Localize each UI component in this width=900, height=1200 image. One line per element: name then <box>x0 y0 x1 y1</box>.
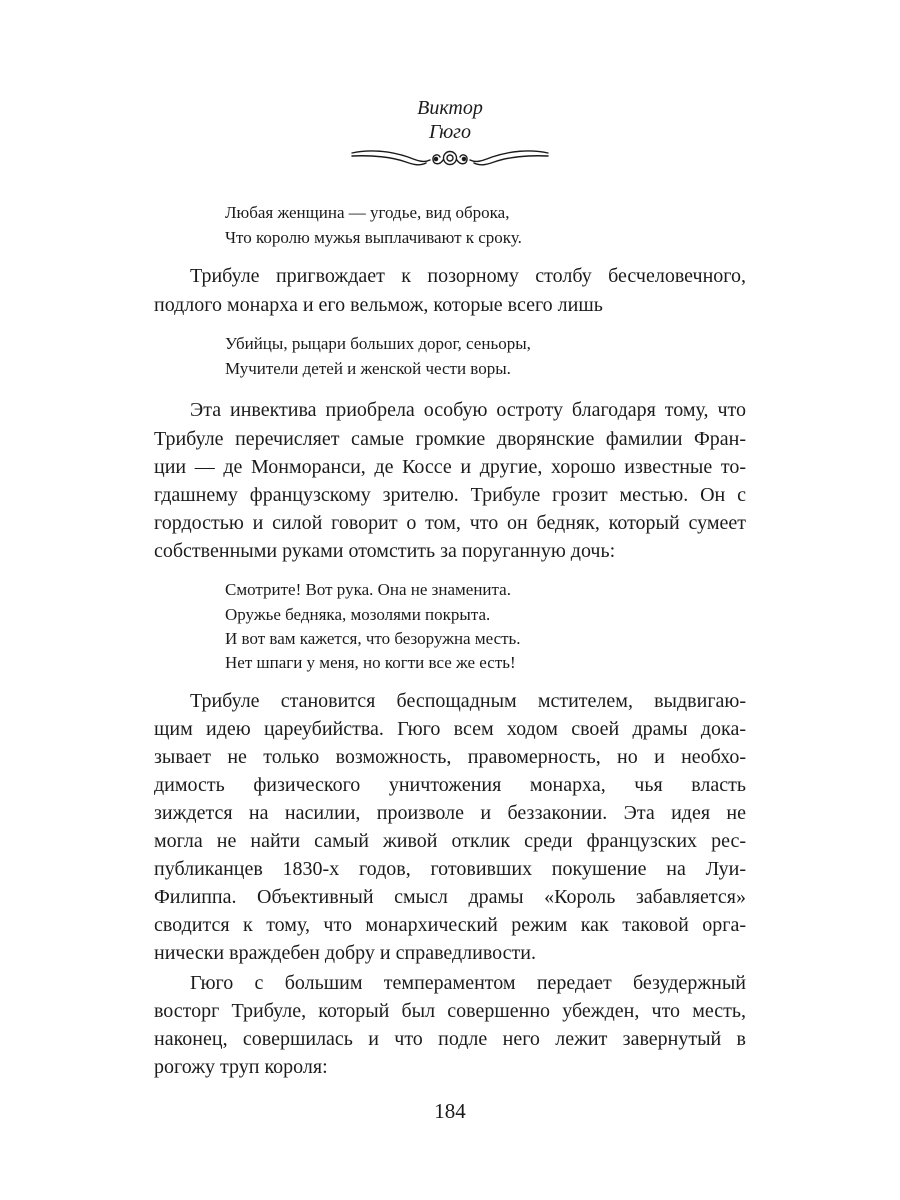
running-head-author-last: Гюго <box>429 121 471 143</box>
verse-line: Что королю мужья выплачивают к сроку. <box>225 228 522 247</box>
paragraph-line: восторг Трибуле, который был совершенно убежден, что месть, <box>154 1000 746 1022</box>
paragraph-line: щим идею цареубийства. Гюго всем ходом своей драмы дока- <box>154 718 746 740</box>
verse-line: Нет шпаги у меня, но когти все же есть! <box>225 653 516 672</box>
paragraph-line: подлого монарха и его вельмож, которые всего лишь <box>154 294 603 316</box>
paragraph-line: ции — де Монморанси, де Коссе и другие, хорошо известные то- <box>154 456 746 478</box>
paragraph-line: рогожу труп короля: <box>154 1056 328 1078</box>
page-number: 184 <box>434 1099 466 1123</box>
flourish-ornament-icon <box>350 143 550 173</box>
paragraph-line: Трибуле перечисляет самые громкие дворянские фамилии Фран- <box>154 428 746 450</box>
verse-line: И вот вам кажется, что безоружна месть. <box>225 629 521 648</box>
paragraph-line: гордостью и силой говорит о том, что он бедняк, который сумеет <box>154 512 746 534</box>
paragraph-line: Эта инвектива приобрела особую остроту благодаря тому, что <box>190 399 746 421</box>
paragraph-line: зывает не только возможность, правомерность, но и необхо- <box>154 746 746 768</box>
paragraph-line: Филиппа. Объективный смысл драмы «Король забавляется» <box>154 886 746 908</box>
verse-line: Мучители детей и женской чести воры. <box>225 359 511 378</box>
running-head-author-first: Виктор <box>417 97 483 119</box>
verse-line: Любая женщина — угодье, вид оброка, <box>225 203 510 222</box>
verse-line: Смотрите! Вот рука. Она не знаменита. <box>225 580 511 599</box>
paragraph-line: Трибуле становится беспощадным мстителем, выдвигаю- <box>190 690 746 712</box>
paragraph-line: гдашнему французскому зрителю. Трибуле грозит местью. Он с <box>154 484 746 506</box>
paragraph-line: Трибуле пригвождает к позорному столбу бесчеловечного, <box>190 265 746 287</box>
paragraph-line: собственными руками отомстить за поруганную дочь: <box>154 540 616 562</box>
paragraph-line: публиканцев 1830-х годов, готовивших покушение на Луи- <box>154 858 746 880</box>
verse-line: Оружье бедняка, мозолями покрыта. <box>225 605 491 624</box>
paragraph-line: наконец, совершилась и что подле него лежит завернутый в <box>154 1028 746 1050</box>
verse-line: Убийцы, рыцари больших дорог, сеньоры, <box>225 334 531 353</box>
paragraph-line: Гюго с большим темпераментом передает безудержный <box>190 972 746 994</box>
paragraph-line: могла не найти самый живой отклик среди французских рес- <box>154 830 746 852</box>
paragraph-line: зиждется на насилии, произволе и беззаконии. Эта идея не <box>154 802 746 824</box>
paragraph-line: димость физического уничтожения монарха, чья власть <box>154 774 746 796</box>
paragraph-line: нически враждебен добру и справедливости. <box>154 942 536 964</box>
paragraph-line: сводится к тому, что монархический режим как таковой орга- <box>154 914 746 936</box>
